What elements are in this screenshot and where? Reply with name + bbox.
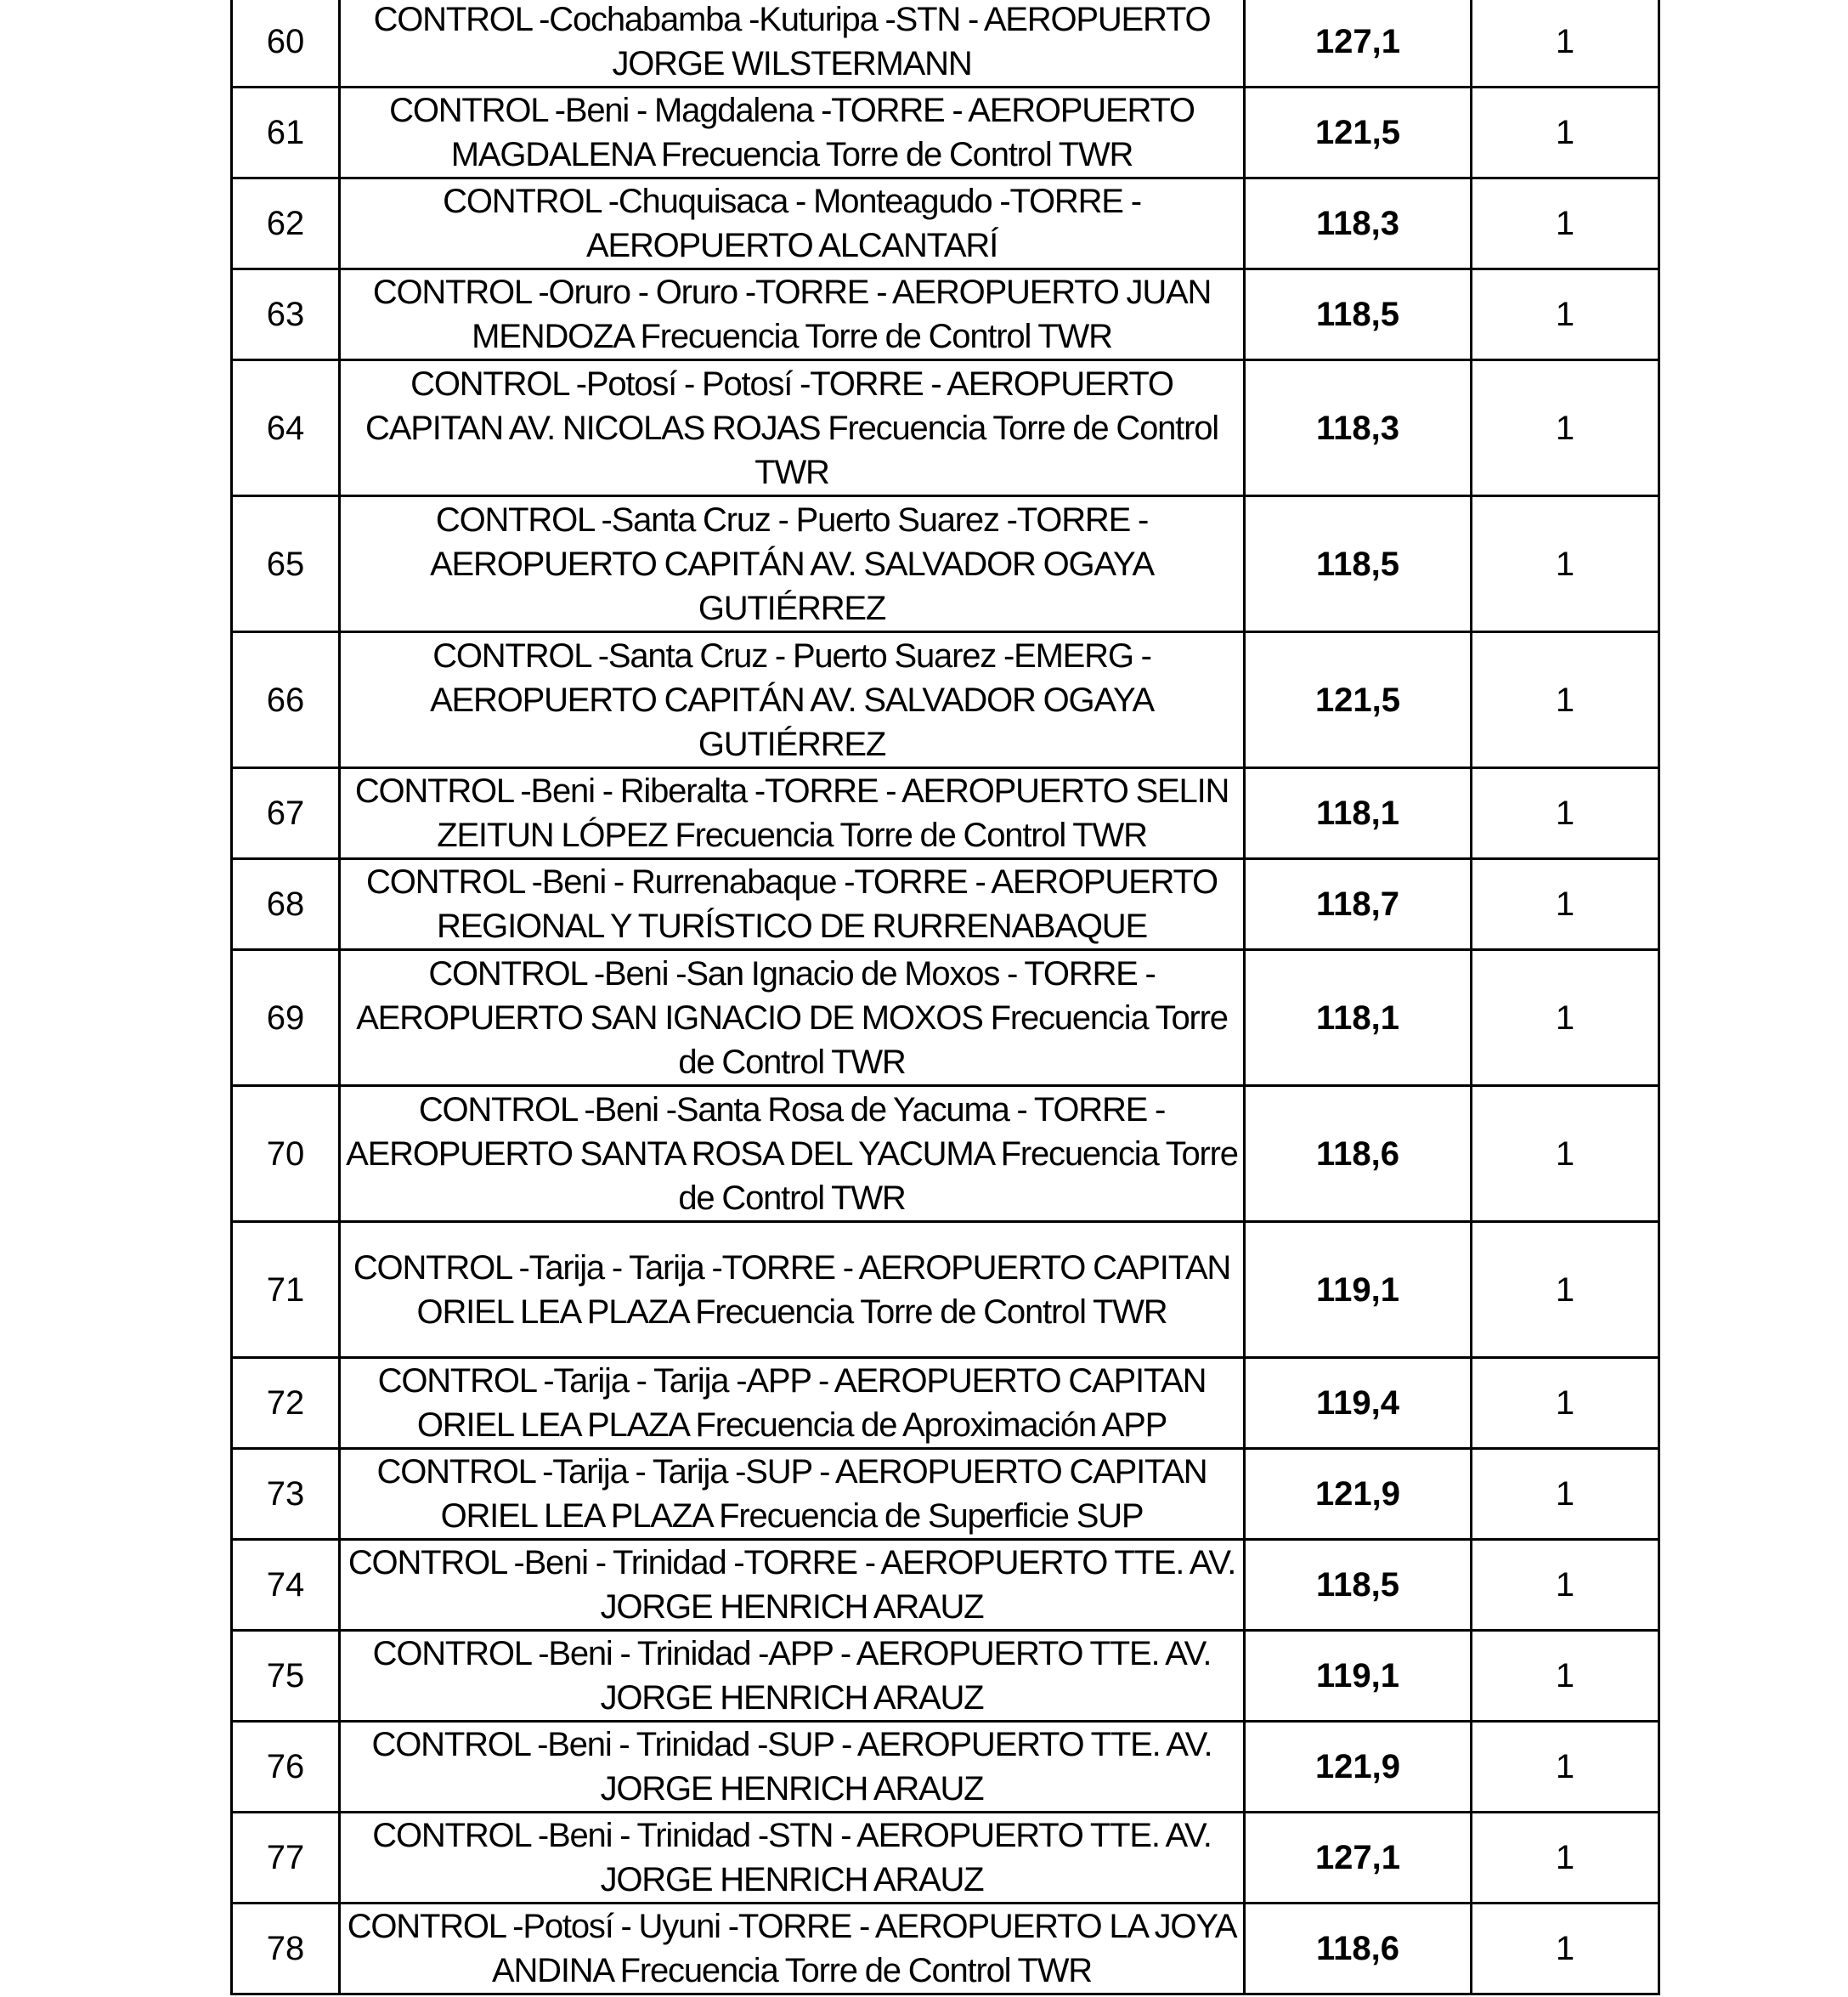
row-quantity: 1 xyxy=(1472,1904,1659,1994)
table-row xyxy=(232,1358,1659,1449)
row-description xyxy=(340,950,1245,1086)
row-description xyxy=(340,178,1245,269)
row-description xyxy=(340,632,1245,768)
table-row xyxy=(232,1449,1659,1540)
row-number: 72 xyxy=(232,1358,340,1449)
row-frequency: 118,3 xyxy=(1245,360,1472,496)
description-text: CONTROL -Santa Cruz - Puerto Suarez -EMERG - AEROPUERTO CAPITÁN AV. SALVADOR OGAYA GUTIÉRREZ xyxy=(430,636,1154,763)
row-description xyxy=(340,1904,1245,1994)
row-description xyxy=(340,88,1245,178)
description-text: CONTROL -Beni -San Ignacio de Moxos - TORRE - AEROPUERTO SAN IGNACIO DE MOXOS Frecuencia Torre de Control TWR xyxy=(356,954,1228,1081)
row-quantity: 1 xyxy=(1472,632,1659,768)
row-number: 78 xyxy=(232,1904,340,1994)
description-text: CONTROL -Oruro - Oruro -TORRE - AEROPUERTO JUAN MENDOZA Frecuencia Torre de Control TWR xyxy=(372,274,1212,355)
row-frequency: 118,7 xyxy=(1245,859,1472,950)
row-number: 61 xyxy=(232,88,340,178)
row-description xyxy=(340,496,1245,632)
table-row xyxy=(232,1813,1659,1904)
row-quantity: 1 xyxy=(1472,1813,1659,1904)
row-number: 74 xyxy=(232,1540,340,1631)
row-description xyxy=(340,1222,1245,1358)
row-quantity: 1 xyxy=(1472,950,1659,1086)
description-text: CONTROL -Beni - Magdalena -TORRE - AEROPUERTO MAGDALENA Frecuencia Torre de Control TWR xyxy=(389,92,1195,173)
row-frequency: 121,5 xyxy=(1245,88,1472,178)
row-description xyxy=(340,1631,1245,1722)
row-number: 60 xyxy=(232,0,340,88)
row-description xyxy=(340,360,1245,496)
row-quantity: 1 xyxy=(1472,88,1659,178)
table-row xyxy=(232,1086,1659,1222)
description-text: CONTROL -Beni - Trinidad -APP - AEROPUERTO TTE. AV. JORGE HENRICH ARAUZ xyxy=(372,1635,1212,1717)
row-quantity: 1 xyxy=(1472,1631,1659,1722)
row-number: 77 xyxy=(232,1813,340,1904)
row-number: 62 xyxy=(232,178,340,269)
description-text: CONTROL -Chuquisaca - Monteagudo -TORRE - AEROPUERTO ALCANTARÍ xyxy=(443,183,1141,264)
table-row xyxy=(232,1631,1659,1722)
table-row xyxy=(232,496,1659,632)
table-row xyxy=(232,950,1659,1086)
table-body xyxy=(232,0,1659,1994)
row-quantity: 1 xyxy=(1472,768,1659,859)
table-row xyxy=(232,1540,1659,1631)
description-text: CONTROL -Cochabamba -Kuturipa -STN - AEROPUERTO JORGE WILSTERMANN xyxy=(373,1,1211,82)
row-quantity: 1 xyxy=(1472,496,1659,632)
description-text: CONTROL -Beni - Rurrenabaque -TORRE - AEROPUERTO REGIONAL Y TURÍSTICO DE RURRENABAQUE xyxy=(366,863,1218,945)
table-row xyxy=(232,0,1659,88)
row-frequency: 118,5 xyxy=(1245,1540,1472,1631)
row-frequency: 121,5 xyxy=(1245,632,1472,768)
row-frequency: 118,5 xyxy=(1245,269,1472,360)
row-quantity: 1 xyxy=(1472,0,1659,88)
row-number: 76 xyxy=(232,1722,340,1813)
table-row xyxy=(232,269,1659,360)
row-frequency: 118,6 xyxy=(1245,1904,1472,1994)
row-description xyxy=(340,1358,1245,1449)
row-frequency: 118,1 xyxy=(1245,768,1472,859)
row-frequency: 118,3 xyxy=(1245,178,1472,269)
frequency-table xyxy=(230,0,1660,1995)
row-frequency: 118,1 xyxy=(1245,950,1472,1086)
table-row xyxy=(232,859,1659,950)
row-description xyxy=(340,1722,1245,1813)
table-row xyxy=(232,88,1659,178)
row-frequency: 127,1 xyxy=(1245,1813,1472,1904)
row-quantity: 1 xyxy=(1472,1449,1659,1540)
row-description xyxy=(340,0,1245,88)
row-frequency: 121,9 xyxy=(1245,1722,1472,1813)
row-description xyxy=(340,859,1245,950)
row-number: 75 xyxy=(232,1631,340,1722)
row-number: 64 xyxy=(232,360,340,496)
description-text: CONTROL -Beni - Riberalta -TORRE - AEROPUERTO SELIN ZEITUN LÓPEZ Frecuencia Torre de Control TWR xyxy=(354,772,1229,854)
description-text: CONTROL -Potosí - Potosí -TORRE - AEROPUERTO CAPITAN AV. NICOLAS ROJAS Frecuencia Torre de Control TWR xyxy=(365,365,1218,491)
row-number: 67 xyxy=(232,768,340,859)
description-text: CONTROL -Tarija - Tarija -TORRE - AEROPUERTO CAPITAN ORIEL LEA PLAZA Frecuencia Torre de Control TWR xyxy=(353,1248,1231,1331)
description-text: CONTROL -Santa Cruz - Puerto Suarez -TORRE - AEROPUERTO CAPITÁN AV. SALVADOR OGAYA GUTIÉRREZ xyxy=(430,501,1154,627)
row-frequency: 118,5 xyxy=(1245,496,1472,632)
row-number: 71 xyxy=(232,1222,340,1358)
row-quantity: 1 xyxy=(1472,269,1659,360)
row-quantity: 1 xyxy=(1472,1358,1659,1449)
row-quantity: 1 xyxy=(1472,859,1659,950)
row-number: 66 xyxy=(232,632,340,768)
description-text: CONTROL -Beni - Trinidad -SUP - AEROPUERTO TTE. AV. JORGE HENRICH ARAUZ xyxy=(371,1726,1212,1807)
row-number: 70 xyxy=(232,1086,340,1222)
row-description xyxy=(340,269,1245,360)
table-row xyxy=(232,1904,1659,1994)
table-row xyxy=(232,1222,1659,1358)
row-quantity: 1 xyxy=(1472,1086,1659,1222)
table-row xyxy=(232,768,1659,859)
row-description xyxy=(340,768,1245,859)
row-description xyxy=(340,1540,1245,1631)
row-quantity: 1 xyxy=(1472,1540,1659,1631)
row-frequency: 119,4 xyxy=(1245,1358,1472,1449)
row-number: 65 xyxy=(232,496,340,632)
row-frequency: 119,1 xyxy=(1245,1222,1472,1358)
row-quantity: 1 xyxy=(1472,1722,1659,1813)
description-text: CONTROL -Beni - Trinidad -TORRE - AEROPUERTO TTE. AV. JORGE HENRICH ARAUZ xyxy=(348,1544,1236,1626)
row-frequency: 127,1 xyxy=(1245,0,1472,88)
description-text: CONTROL -Tarija - Tarija -SUP - AEROPUERTO CAPITAN ORIEL LEA PLAZA Frecuencia de Superficie SUP xyxy=(376,1453,1207,1535)
row-description xyxy=(340,1449,1245,1540)
row-number: 69 xyxy=(232,950,340,1086)
row-description xyxy=(340,1813,1245,1904)
description-text: CONTROL -Tarija - Tarija -APP - AEROPUERTO CAPITAN ORIEL LEA PLAZA Frecuencia de Aproximación APP xyxy=(377,1362,1207,1444)
table-row xyxy=(232,1722,1659,1813)
row-quantity: 1 xyxy=(1472,360,1659,496)
row-quantity: 1 xyxy=(1472,1222,1659,1358)
description-text: CONTROL -Beni - Trinidad -STN - AEROPUERTO TTE. AV. JORGE HENRICH ARAUZ xyxy=(372,1817,1212,1898)
table-row xyxy=(232,360,1659,496)
row-frequency: 121,9 xyxy=(1245,1449,1472,1540)
row-frequency: 119,1 xyxy=(1245,1631,1472,1722)
table-row xyxy=(232,178,1659,269)
row-quantity: 1 xyxy=(1472,178,1659,269)
row-number: 68 xyxy=(232,859,340,950)
table-row xyxy=(232,632,1659,768)
description-text: CONTROL -Beni -Santa Rosa de Yacuma - TORRE - AEROPUERTO SANTA ROSA DEL YACUMA Frecuencia Torre de Control TWR xyxy=(346,1090,1238,1217)
row-number: 63 xyxy=(232,269,340,360)
row-number: 73 xyxy=(232,1449,340,1540)
description-text: CONTROL -Potosí - Uyuni -TORRE - AEROPUERTO LA JOYA ANDINA Frecuencia Torre de Control TWR xyxy=(347,1908,1237,1989)
row-frequency: 118,6 xyxy=(1245,1086,1472,1222)
row-description xyxy=(340,1086,1245,1222)
